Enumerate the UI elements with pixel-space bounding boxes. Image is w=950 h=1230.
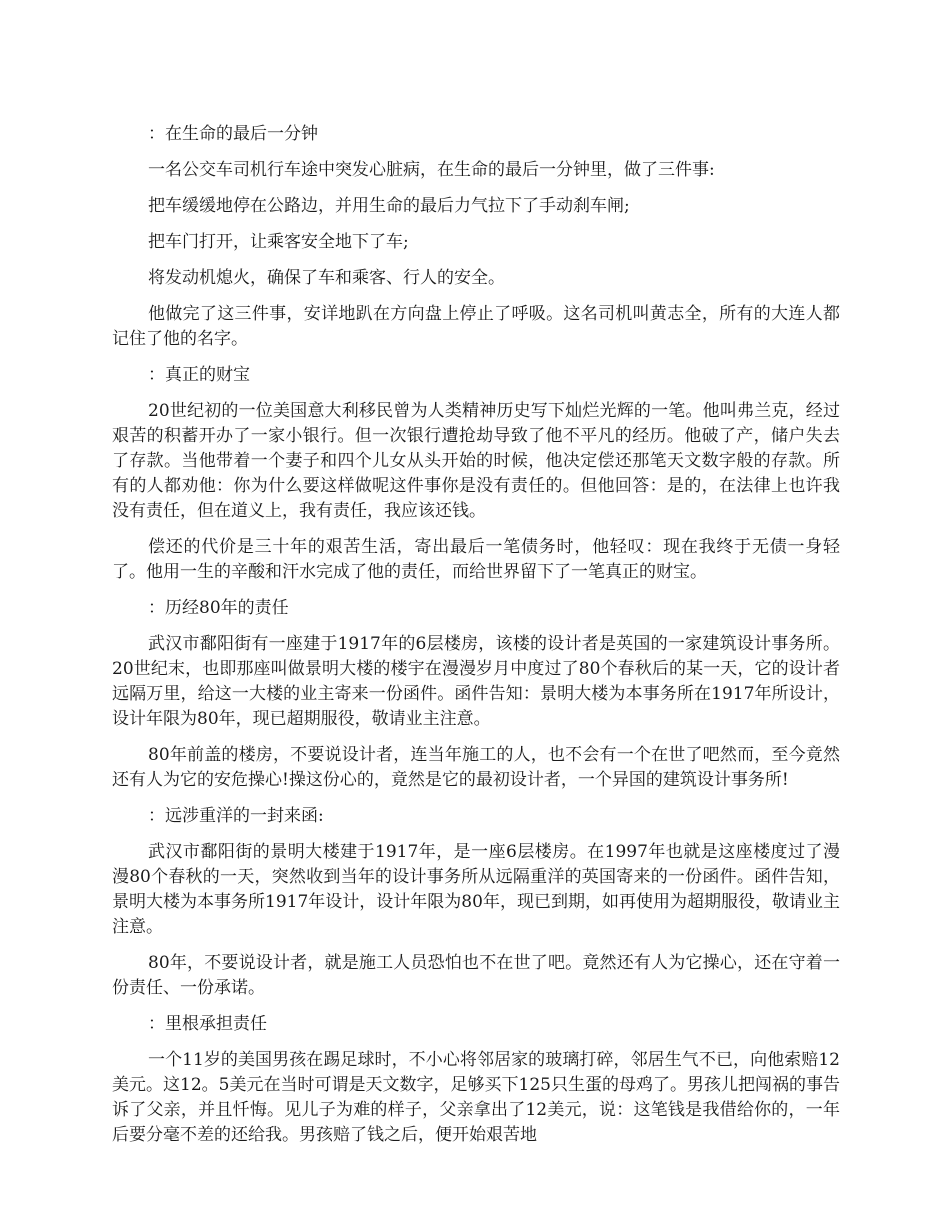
paragraph: 把车门打开，让乘客安全地下了车; [148,232,409,252]
section-heading: ：远涉重洋的一封来函: [148,806,324,826]
paragraph: 把车缓缓地停在公路边，并用生命的最后力气拉下了手动刹车闸; [148,196,630,216]
paragraph: 将发动机熄火，确保了车和乘客、行人的安全。 [148,268,505,288]
paragraph: 一名公交车司机行车途中突发心脏病，在生命的最后一分钟里，做了三件事: [148,160,715,180]
paragraph: 一个11岁的美国男孩在踢足球时，不小心将邻居家的玻璃打碎，邻居生气不已，向他索赔12美元。这12。5美元在当时可谓是天文数字，足够买下125只生蛋的母鸡了。男孩儿把闯祸的事告诉了父亲，并且忏悔。见儿子为难的样子，父亲拿出了12美元，说：这笔钱是我借给你的，一年后要分毫不差的还给我。男孩赔了钱之后，便开始艰苦地 [112,1050,840,1145]
paragraph: 80年，不要说设计者，就是施工人员恐怕也不在世了吧。竟然还有人为它操心，还在守着一份责任、一份承诺。 [112,953,840,998]
document-page [112,122,840,1159]
paragraph: 武汉市鄱阳街的景明大楼建于1917年，是一座6层楼房。在1997年也就是这座楼度过了漫漫80个春秋的一天，突然收到当年的设计事务所从远隔重洋的英国寄来的一份函件。函件告知，景明大楼为本事务所1917年设计，设计年限为80年，现已到期，如再使用为超期服役，敬请业主注意。 [112,842,840,937]
paragraph: 80年前盖的楼房，不要说设计者，连当年施工的人，也不会有一个在世了吧然而，至今竟然还有人为它的安危操心!操这份心的，竟然是它的最初设计者，一个异国的建筑设计事务所! [112,745,840,790]
section-heading: ：真正的财宝 [148,365,250,385]
paragraph: 武汉市鄱阳街有一座建于1917年的6层楼房，该楼的设计者是英国的一家建筑设计事务所。20世纪末，也即那座叫做景明大楼的楼宇在漫漫岁月中度过了80个春秋后的某一天，它的设计者远隔万里，给这一大楼的业主寄来一份函件。函件告知：景明大楼为本事务所在1917年所设计，设计年限为80年，现已超期服役，敬请业主注意。 [112,634,840,729]
section-heading: ：里根承担责任 [148,1014,267,1034]
section-heading: ：在生命的最后一分钟 [148,124,318,144]
paragraph: 他做完了这三件事，安详地趴在方向盘上停止了呼吸。这名司机叫黄志全，所有的大连人都记住了他的名字。 [112,304,840,349]
paragraph: 20世纪初的一位美国意大利移民曾为人类精神历史写下灿烂光辉的一笔。他叫弗兰克，经过艰苦的积蓄开办了一家小银行。但一次银行遭抢劫导致了他不平凡的经历。他破了产，储户失去了存款。当他带着一个妻子和四个儿女从头开始的时候，他决定偿还那笔天文数字般的存款。所有的人都劝他：你为什么要这样做呢这件事你是没有责任的。但他回答：是的，在法律上也许我没有责任，但在道义上，我有责任，我应该还钱。 [112,401,840,521]
section-heading: ：历经80年的责任 [148,598,289,618]
paragraph: 偿还的代价是三十年的艰苦生活，寄出最后一笔债务时，他轻叹：现在我终于无债一身轻了。他用一生的辛酸和汗水完成了他的责任，而给世界留下了一笔真正的财宝。 [112,537,840,582]
